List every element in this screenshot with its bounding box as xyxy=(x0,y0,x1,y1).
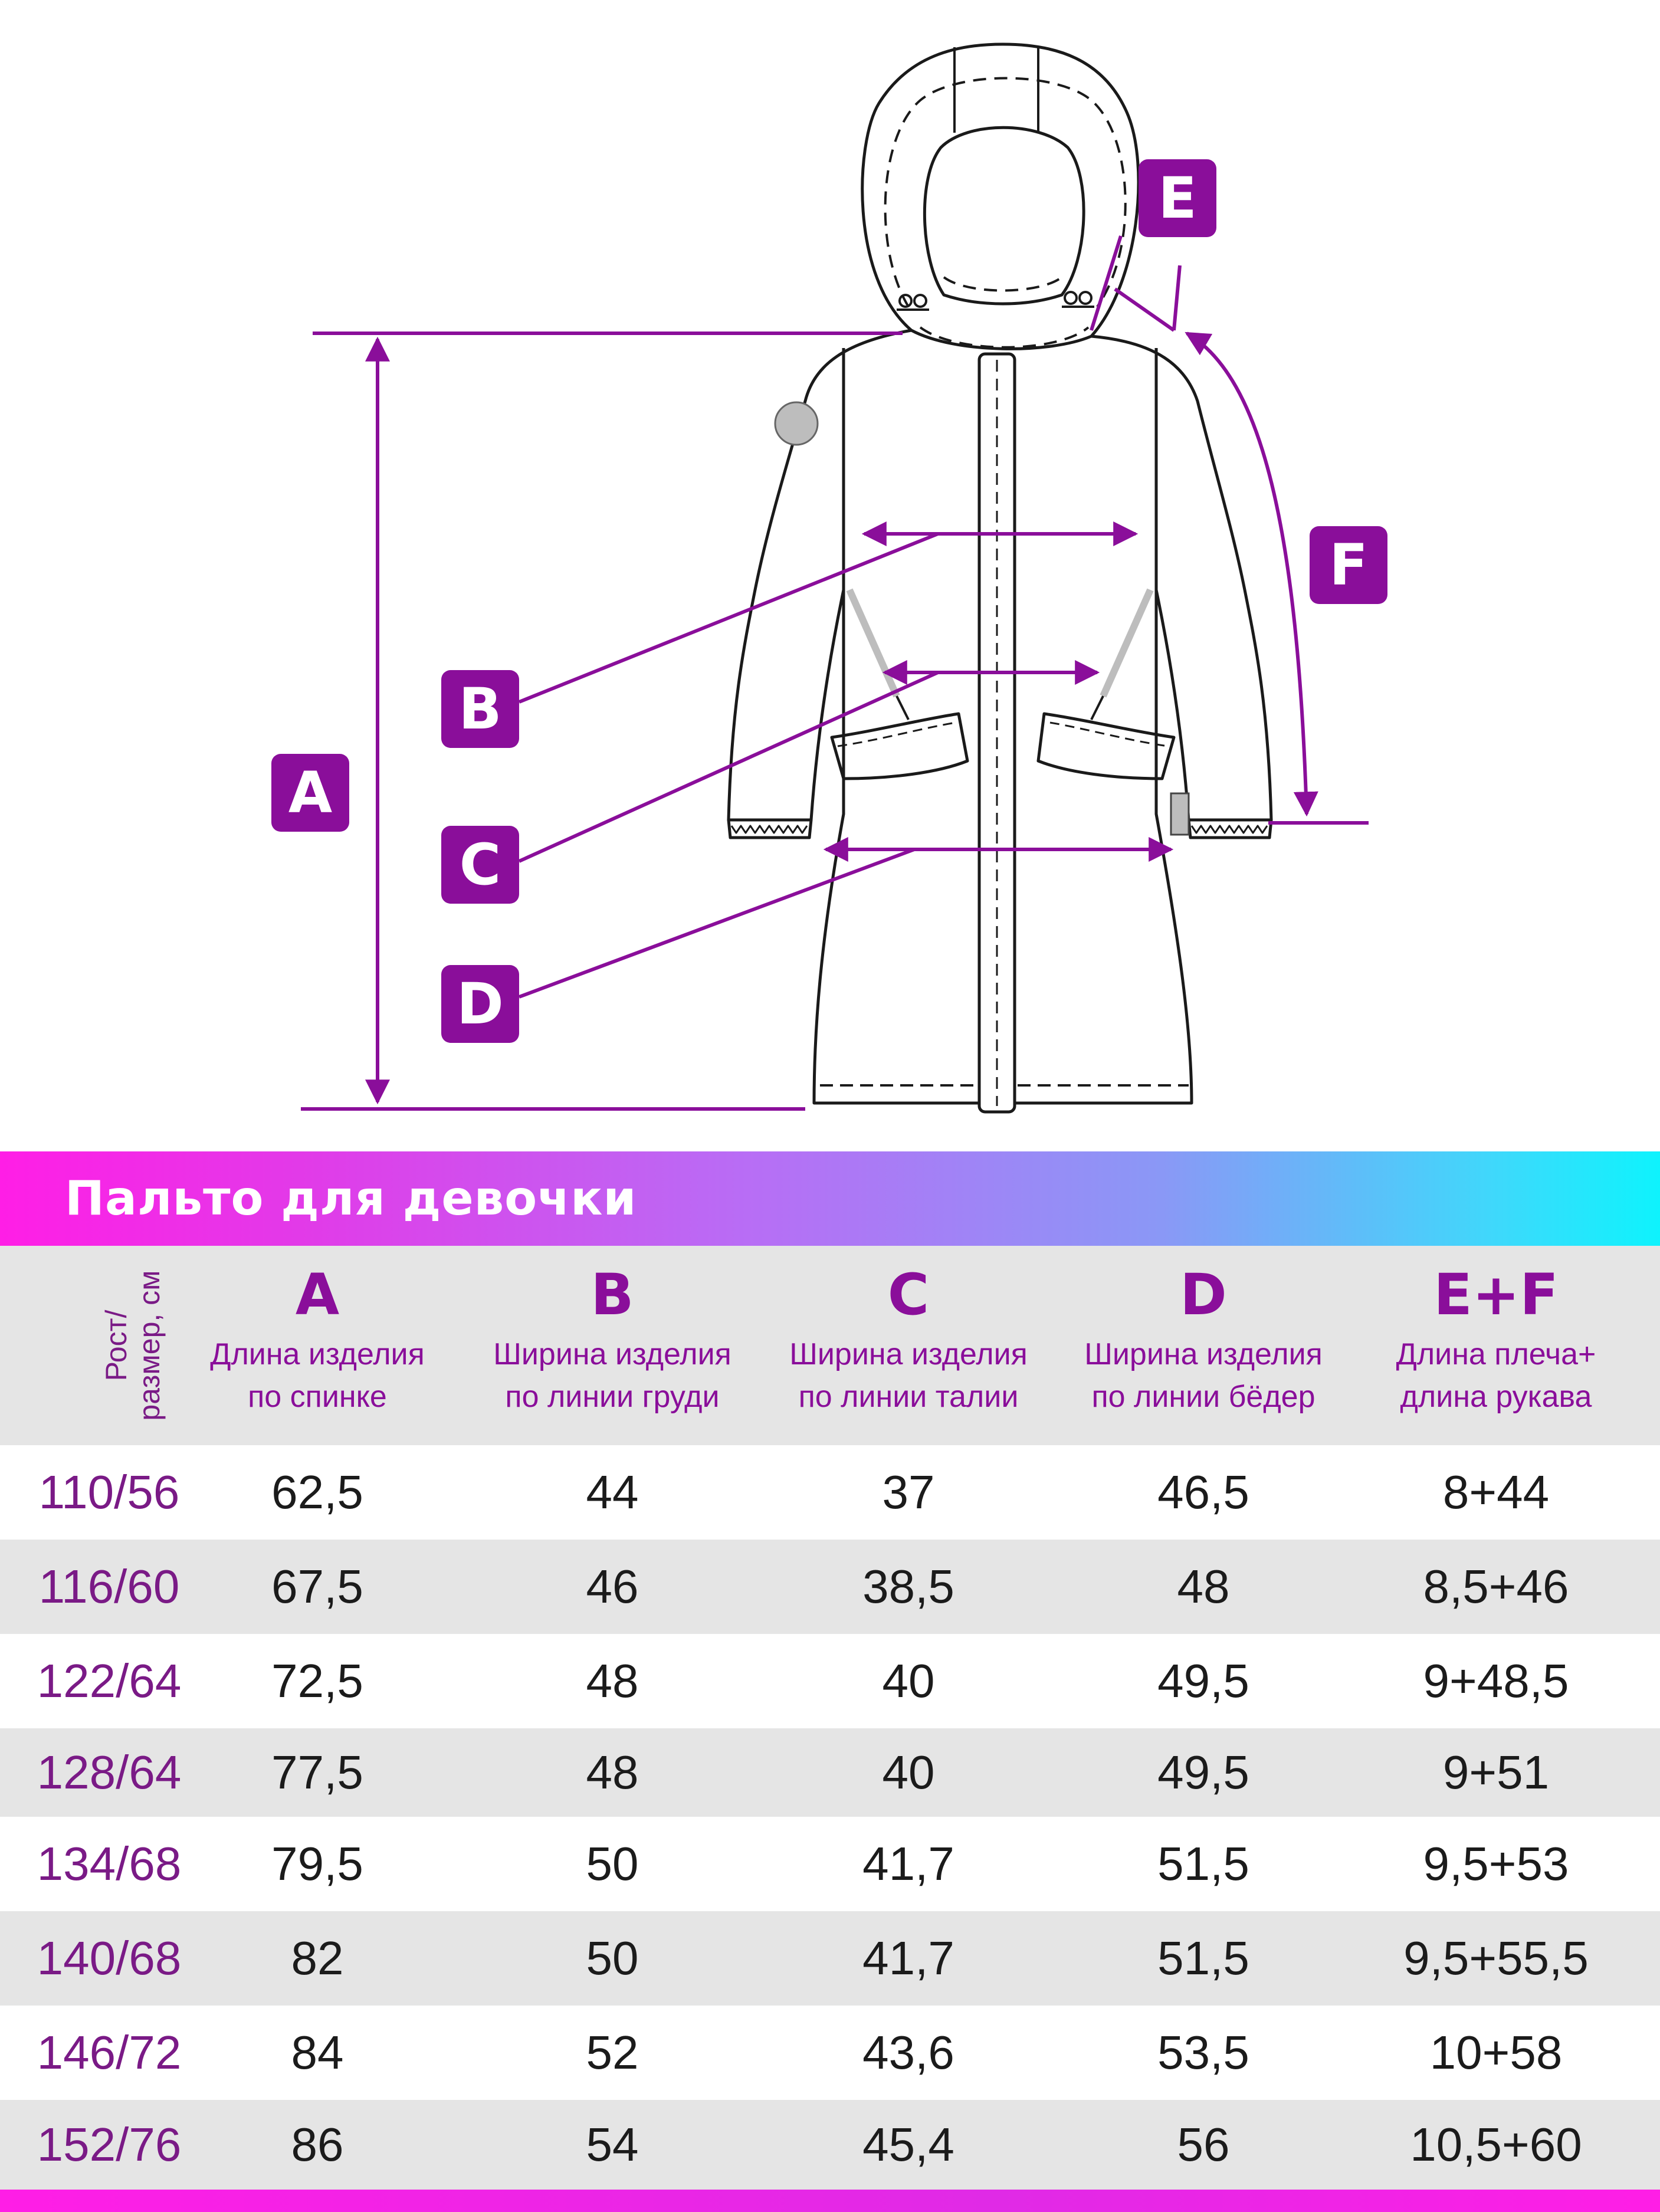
value-cell-c: 45,4 xyxy=(862,2118,954,2171)
column-desc: Длина изделия xyxy=(210,1337,425,1371)
value-cell-d: 51,5 xyxy=(1157,1932,1249,1984)
value-cell-b: 54 xyxy=(586,2118,639,2171)
hood-face-opening xyxy=(924,127,1084,304)
label-e-badge: E xyxy=(1139,159,1216,237)
column-letter: D xyxy=(1180,1262,1227,1328)
size-cell: 128/64 xyxy=(37,1746,182,1799)
size-cell: 110/56 xyxy=(38,1466,180,1518)
value-cell-c: 40 xyxy=(882,1746,935,1799)
value-cell-ef: 9+48,5 xyxy=(1423,1655,1569,1707)
value-cell-c: 37 xyxy=(882,1466,935,1518)
value-cell-ef: 9,5+53 xyxy=(1423,1837,1569,1890)
size-cell: 134/68 xyxy=(37,1837,182,1890)
value-cell-a: 67,5 xyxy=(271,1560,363,1613)
table-row xyxy=(0,1728,1660,1817)
size-cell: 146/72 xyxy=(37,2026,182,2079)
sleeve-arrow-f xyxy=(1187,333,1307,814)
value-cell-d: 51,5 xyxy=(1157,1837,1249,1890)
value-cell-d: 48 xyxy=(1177,1560,1230,1613)
value-cell-d: 49,5 xyxy=(1157,1655,1249,1707)
value-cell-c: 40 xyxy=(882,1655,935,1707)
column-header-a xyxy=(176,1256,459,1418)
value-cell-c: 43,6 xyxy=(862,2026,954,2079)
column-letter: E+F xyxy=(1433,1262,1559,1328)
column-desc: Длина плеча+ xyxy=(1396,1337,1596,1371)
hood-toggle-right xyxy=(1062,292,1094,307)
size-cell: 122/64 xyxy=(37,1655,182,1707)
value-cell-c: 41,7 xyxy=(862,1837,954,1890)
table-row xyxy=(0,2100,1660,2190)
value-cell-c: 41,7 xyxy=(862,1932,954,1984)
hood-toggle-left xyxy=(897,295,929,310)
value-cell-ef: 9+51 xyxy=(1442,1746,1550,1799)
label-b-badge: B xyxy=(441,670,519,748)
bottom-gradient-band xyxy=(0,2190,1660,2212)
value-cell-ef: 9,5+55,5 xyxy=(1403,1932,1589,1984)
value-cell-a: 84 xyxy=(291,2026,344,2079)
value-cell-b: 50 xyxy=(586,1837,639,1890)
column-desc: по линии груди xyxy=(505,1380,720,1414)
value-cell-b: 46 xyxy=(586,1560,639,1613)
column-desc: длина рукава xyxy=(1400,1380,1592,1414)
value-cell-ef: 10,5+60 xyxy=(1410,2118,1582,2171)
value-cell-b: 52 xyxy=(586,2026,639,2079)
value-cell-b: 50 xyxy=(586,1932,639,1984)
table-row xyxy=(0,1540,1660,1634)
table-row xyxy=(0,1445,1660,1540)
size-column-header-text: Рост/ размер, см xyxy=(100,1270,166,1421)
column-header-d xyxy=(1062,1256,1345,1418)
coat-body-right xyxy=(1015,336,1271,1103)
size-cell: 152/76 xyxy=(37,2118,182,2171)
label-d-badge: D xyxy=(441,965,519,1043)
label-c-badge: C xyxy=(441,826,519,904)
sleeve-tab xyxy=(1171,793,1189,835)
size-cell: 140/68 xyxy=(37,1932,182,1984)
value-cell-c: 38,5 xyxy=(862,1560,954,1613)
value-cell-a: 79,5 xyxy=(271,1837,363,1890)
table-row xyxy=(0,1817,1660,1911)
value-cell-ef: 8,5+46 xyxy=(1423,1560,1569,1613)
column-desc: по спинке xyxy=(248,1380,387,1414)
table-row xyxy=(0,2006,1660,2100)
table-title: Пальто для девочки xyxy=(65,1171,637,1226)
value-cell-a: 86 xyxy=(291,2118,344,2171)
value-cell-a: 82 xyxy=(291,1932,344,1984)
column-letter: A xyxy=(295,1262,340,1328)
zipper-placket xyxy=(979,354,1015,1112)
value-cell-a: 77,5 xyxy=(271,1746,363,1799)
value-cell-ef: 8+44 xyxy=(1442,1466,1550,1518)
value-cell-b: 48 xyxy=(586,1655,639,1707)
value-cell-b: 44 xyxy=(586,1466,639,1518)
column-header-c xyxy=(767,1256,1050,1418)
value-cell-d: 56 xyxy=(1177,2118,1230,2171)
value-cell-a: 62,5 xyxy=(271,1466,363,1518)
column-desc: Ширина изделия xyxy=(493,1337,731,1371)
column-desc: Ширина изделия xyxy=(1084,1337,1323,1371)
size-cell: 116/60 xyxy=(38,1560,180,1613)
column-letter: C xyxy=(887,1262,930,1328)
value-cell-ef: 10+58 xyxy=(1429,2026,1563,2079)
label-a-badge: A xyxy=(271,754,349,832)
column-letter: B xyxy=(590,1262,634,1328)
column-header-ef xyxy=(1354,1256,1638,1418)
value-cell-d: 53,5 xyxy=(1157,2026,1249,2079)
reflective-patch xyxy=(775,402,818,445)
table-title-band xyxy=(0,1151,1660,1246)
value-cell-a: 72,5 xyxy=(271,1655,363,1707)
column-desc: по линии бёдер xyxy=(1091,1380,1315,1414)
column-header-b xyxy=(471,1256,754,1418)
value-cell-b: 48 xyxy=(586,1746,639,1799)
column-desc: Ширина изделия xyxy=(789,1337,1028,1371)
label-f-badge: F xyxy=(1310,526,1387,604)
table-row xyxy=(0,1634,1660,1728)
value-cell-d: 46,5 xyxy=(1157,1466,1249,1518)
size-column-header xyxy=(100,1268,166,1423)
table-row xyxy=(0,1911,1660,2006)
column-desc: по линии талии xyxy=(798,1380,1019,1414)
value-cell-d: 49,5 xyxy=(1157,1746,1249,1799)
